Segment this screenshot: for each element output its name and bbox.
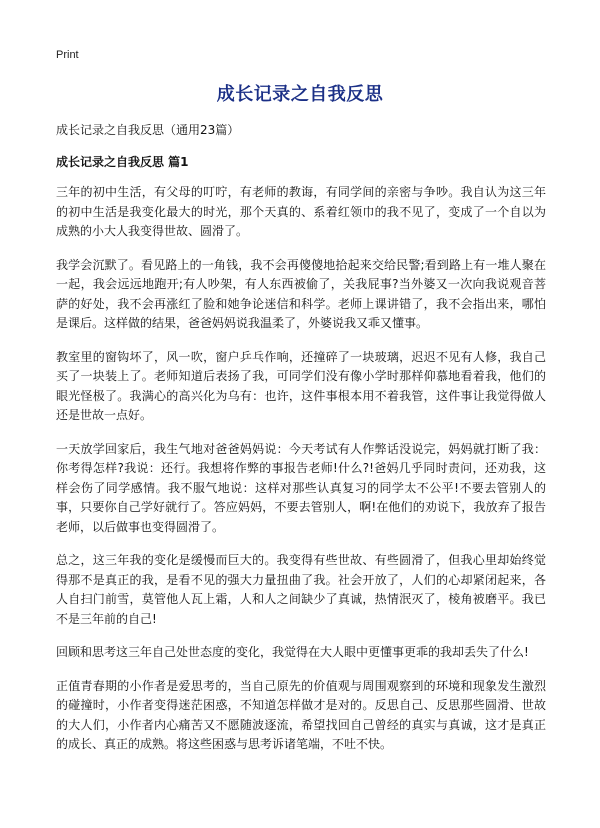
document-subtitle: 成长记录之自我反思（通用23篇） xyxy=(56,123,240,137)
paragraph-3: 教室里的窗钩坏了，风一吹，窗户乒乓作响，还撞碎了一块玻璃，迟迟不见有人修，我自己买了一块装上了。老师知道后表扬了我，可同学们没有像小学时那样仰慕地看着我，他们的眼光怪极了。我满心的高兴化为乌有：也许，这件事根本用不着我管，这件事让我觉得做人还是世故一点好。 xyxy=(56,349,546,422)
page-title: 成长记录之自我反思 xyxy=(216,84,384,105)
print-label[interactable]: Print xyxy=(56,49,79,61)
paragraph-2: 我学会沉默了。看见路上的一角钱，我不会再傻傻地拾起来交给民警;看到路上有一堆人聚在一起，我会远远地跑开;有人吵架，有人东西被偷了，关我屁事?当外婆又一次向我说观音菩萨的好处，我不会再涨红了脸和她争论迷信和科学。老师上课讲错了，我不会指出来，哪怕是课后。这样做的结果，爸爸妈妈说我温柔了，外婆说我又乖又懂事。 xyxy=(56,257,546,330)
paragraph-6: 回顾和思考这三年自己处世态度的变化，我觉得在大人眼中更懂事更乖的我却丢失了什么! xyxy=(56,645,529,659)
paragraph-1: 三年的初中生活，有父母的叮咛，有老师的教诲，有同学间的亲密与争吵。我自认为这三年的初中生活是我变化最大的时光，那个天真的、系着红领巾的我不见了，变成了一个自以为成熟的小大人我变得世故、圆滑了。 xyxy=(56,185,546,238)
paragraph-5: 总之，这三年我的变化是缓慢而巨大的。我变得有些世故、有些圆滑了，但我心里却始终觉得那不是真正的我，是看不见的强大力量扭曲了我。社会开放了，人们的心却紧闭起来，各人自扫门前雪，莫管他人瓦上霜，人和人之间缺少了真诚，热情泯灭了，棱角被磨平。我已不是三年前的自己! xyxy=(56,553,546,626)
section-heading: 成长记录之自我反思 篇1 xyxy=(56,155,189,169)
article-body xyxy=(56,183,546,769)
paragraph-7: 正值青春期的小作者是爱思考的，当自己原先的价值观与周围观察到的环境和现象发生激烈的碰撞时，小作者变得迷茫困惑，不知道怎样做才是对的。反思自己、反思那些圆滑、世故的大人们，小作者内心痛苦又不愿随波逐流，希望找回自己曾经的真实与真诚，这才是真正的成长、真正的成熟。将这些困惑与思考诉诸笔端，不吐不快。 xyxy=(56,678,546,751)
paragraph-4: 一天放学回家后，我生气地对爸爸妈妈说：今天考试有人作弊话没说完，妈妈就打断了我：你考得怎样?我说：还行。我想将作弊的事报告老师!什么?!爸妈几乎同时责问，还劝我，这样会伤了同学感情。我不服气地说：这样对那些认真复习的同学太不公平!不要去管别人的事，只要你自己学好就行了。答应妈妈，不要去管别人，啊!在他们的劝说下，我放弃了报告老师，以后做事也变得圆滑了。 xyxy=(56,441,546,534)
